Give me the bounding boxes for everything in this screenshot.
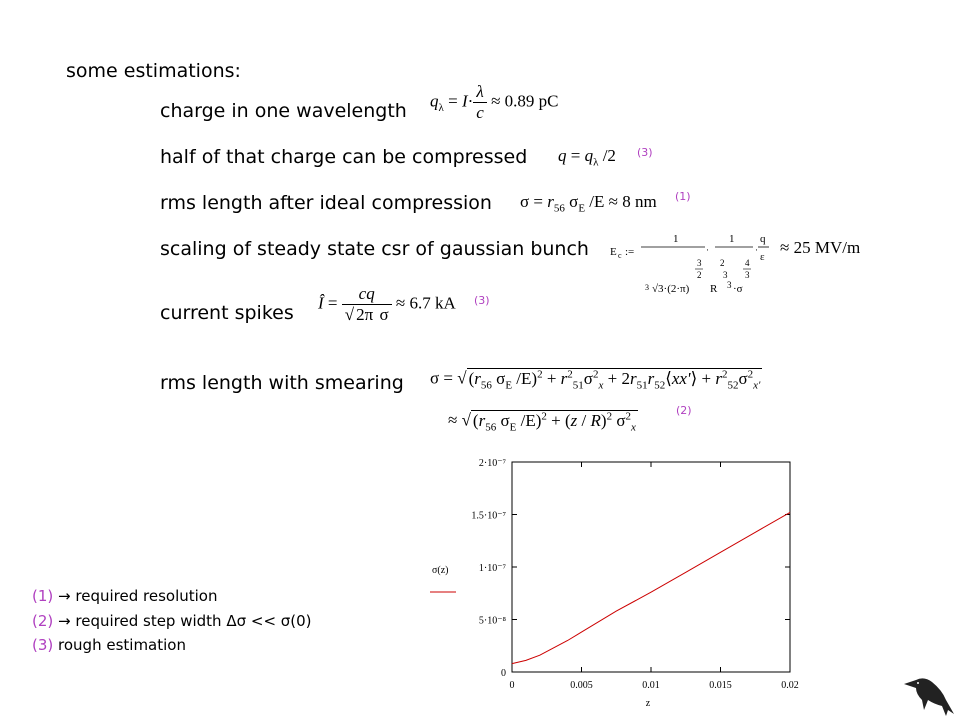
row-label-current-spikes: current spikes [160,302,294,324]
ref-half-charge: (3) [637,146,653,159]
row-label-rms-length: rms length after ideal compression [160,192,492,214]
footnote-1-num: (1) [32,587,54,605]
x-tick-label: 0.005 [570,680,593,691]
row-label-smearing: rms length with smearing [160,372,404,394]
row-label-half-charge: half of that charge can be compressed [160,146,528,168]
equation-rms-length: $\sigma = r_{56}$ $\sigma_E$ /E ≈ 8 nm [520,192,657,215]
footnote-3-num: (3) [32,636,54,654]
series-line [512,512,790,663]
svg-text:·σ: ·σ [733,283,743,295]
ref-rms-length: (1) [675,190,691,203]
svg-text:3: 3 [723,270,728,280]
svg-text:1: 1 [673,233,679,245]
x-tick-label: 0.015 [709,680,732,691]
svg-text:4: 4 [745,258,750,268]
svg-text:c: c [618,251,622,260]
equation-half-charge: $q = q_\lambda$ /2 [558,146,616,169]
arrow-icon: → [58,587,71,605]
equation-smearing: σ = √ ($r_{56}$ $\sigma_E$ $/E)^2 + r^2_{51}\sigma^2_x$ + $2r_{51}r_{52}⟨xx'⟩ + r^2_{52}\sigma^2_{x'}$ [430,368,761,392]
equation-smearing-approx: ≈ √ ($r_{56}$ $\sigma_E$ /E)$^2$ + (z / R)$^2$ $\sigma^2_x$ [448,410,636,434]
equation-current-value: ≈ 6.7 kA [395,293,456,313]
y-tick-label: 1·10⁻⁷ [478,563,506,574]
footnote-1 [32,587,217,605]
row-label-csr: scaling of steady state csr of gaussian bunch [160,238,589,260]
svg-text:·: · [755,245,758,255]
x-tick-label: 0.01 [642,680,660,691]
svg-text:3: 3 [697,258,702,268]
footnote-2 [32,612,312,630]
svg-text:2: 2 [697,270,702,280]
ref-smearing: (2) [676,404,692,417]
y-tick-label: 5·10⁻⁸ [478,615,506,627]
row-label-charge: charge in one wavelength [160,100,407,122]
svg-text:1: 1 [729,233,735,245]
equation-current: Î = $\frac{cq}{\text{√ 2π σ}}$ ≈ 6.7 kA [318,284,456,324]
svg-text:ε: ε [760,251,765,263]
footnote-3-text: rough estimation [58,636,186,654]
svg-text::=: := [625,246,635,258]
svg-text:3: 3 [645,283,649,292]
sigma-z-chart [420,448,820,713]
equation-rms-length-value: ≈ 8 nm [608,192,657,211]
x-tick-label: 0 [509,680,515,691]
svg-text:q: q [760,233,766,245]
footnote-2-text: required step width Δσ << σ(0) [75,612,312,630]
equation-csr-value: ≈ 25 MV/m [780,238,861,257]
svg-text:2: 2 [720,258,725,268]
y-tick-label: 2·10⁻⁷ [478,458,506,469]
plot-frame [512,462,790,672]
arrow-icon: → [58,612,71,630]
crow-logo-icon [902,670,956,718]
svg-text:E: E [610,246,617,258]
equation-charge-value: ≈ 0.89 pC [491,91,559,111]
ref-current: (3) [474,294,490,307]
footnote-3 [32,636,186,654]
svg-text:3: 3 [745,270,750,280]
svg-text:√3·(2·π): √3·(2·π) [652,283,690,295]
section-heading: some estimations: [66,60,241,82]
y-axis-label: σ(z) [432,565,449,576]
svg-text:R: R [710,283,718,295]
footnote-2-num: (2) [32,612,54,630]
y-tick-label: 1.5·10⁻⁷ [471,510,506,522]
y-tick-label: 0 [501,668,506,679]
svg-text:·: · [706,245,709,255]
x-axis-label: z [645,698,651,709]
footnote-1-text: required resolution [75,587,218,605]
svg-text:3: 3 [727,280,732,290]
equation-charge: $q_\lambda = I\cdot$ $\frac{\lambda}{c}$ ≈ 0.89 pC [430,82,559,122]
x-tick-label: 0.02 [781,680,799,691]
